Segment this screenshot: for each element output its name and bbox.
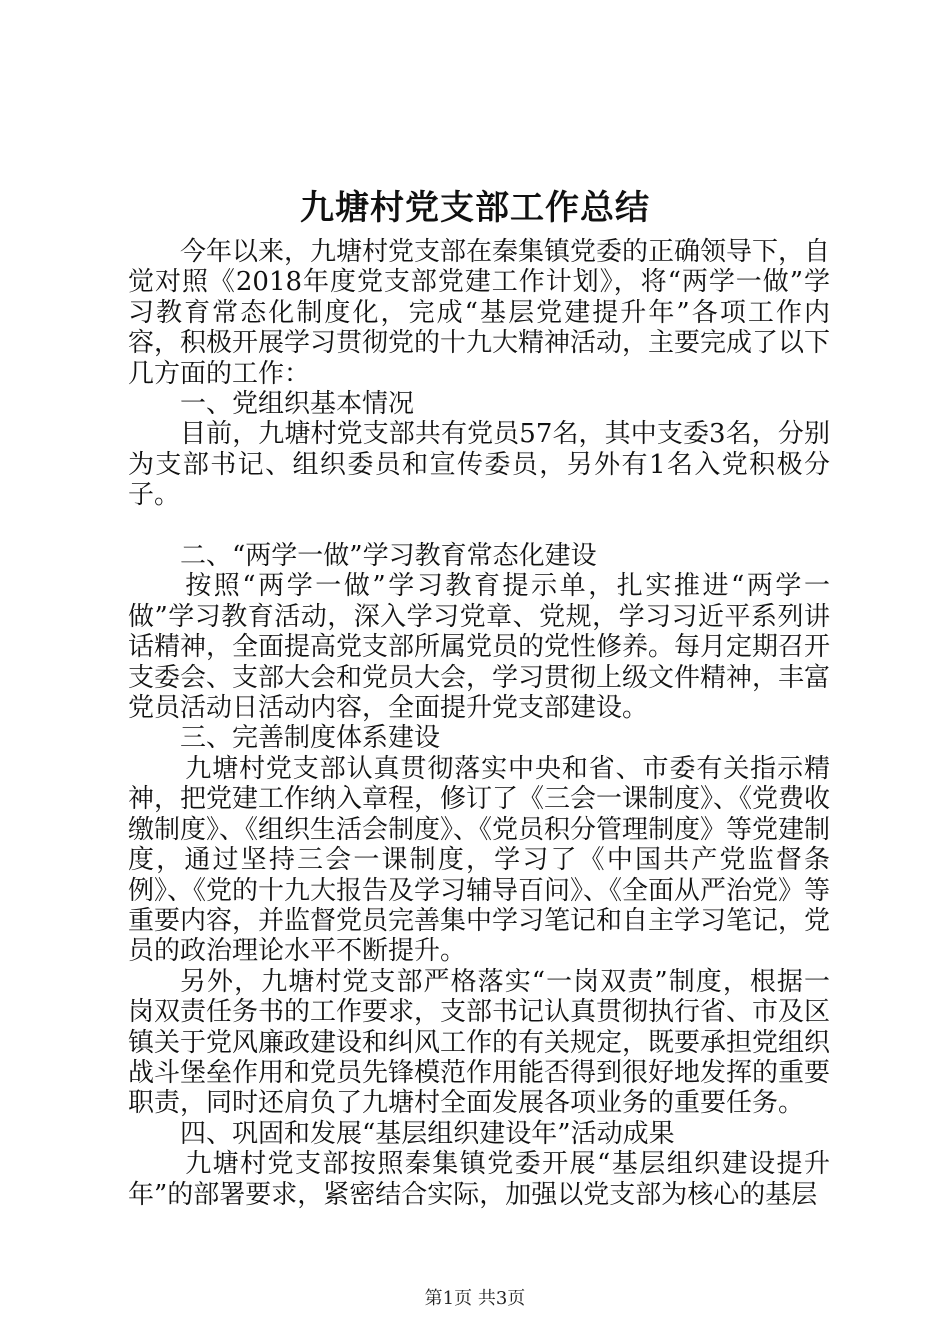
document-body	[128, 237, 830, 1210]
section-heading-3: 三、完善制度体系建设	[180, 723, 441, 754]
section-heading-1: 一、党组织基本情况	[180, 389, 415, 420]
section-2-paragraph: 按照“两学一做”学习教育提示单，扎实推进“两学一做”学习教育活动，深入学习党章、党规，学习习近平系列讲话精神，全面提高党支部所属党员的党性修养。每月定期召开支委会、支部大会和党员大会，学习贯彻上级文件精神，丰富党员活动日活动内容，全面提升党支部建设。	[128, 571, 831, 724]
section-heading-2: 二、“两学一做”学习教育常态化建设	[180, 541, 597, 572]
section-3-paragraph-2: 另外，九塘村党支部严格落实“一岗双责”制度，根据一岗双责任务书的工作要求，支部书记认真贯彻执行省、市及区镇关于党风廉政建设和纠风工作的有关规定，既要承担党组织战斗堡垒作用和党员先锋模范作用能否得到很好地发挥的重要职责，同时还肩负了九塘村全面发展各项业务的重要任务。	[128, 966, 831, 1119]
intro-paragraph: 今年以来，九塘村党支部在秦集镇党委的正确领导下，自觉对照《2018年度党支部党建工作计划》，将“两学一做”学习教育常态化制度化，完成“基层党建提升年”各项工作内容，积极开展学习贯彻党的十九大精神活动，主要完成了以下几方面的工作：	[128, 237, 831, 389]
section-3-paragraph-1: 九塘村党支部认真贯彻落实中央和省、市委有关指示精神，把党建工作纳入章程，修订了《三会一课制度》、《党费收缴制度》、《组织生活会制度》、《党员积分管理制度》等党建制度，通过坚持三会一课制度，学习了《中国共产党监督条例》、《党的十九大报告及学习辅导百问》、《全面从严治党》等重要内容，并监督党员完善集中学习笔记和自主学习笔记，党员的政治理论水平不断提升。	[128, 753, 831, 967]
document-title: 九塘村党支部工作总结	[300, 188, 650, 228]
section-4-paragraph: 九塘村党支部按照秦集镇党委开展“基层组织建设提升年”的部署要求，紧密结合实际，加强以党支部为核心的基层	[128, 1149, 830, 1210]
page-number-footer: 第1页 共3页	[424, 1288, 526, 1309]
section-1-paragraph: 目前，九塘村党支部共有党员57名，其中支委3名，分别为支部书记、组织委员和宣传委员，另外有1名入党积极分子。	[128, 419, 830, 511]
section-heading-4: 四、巩固和发展“基层组织建设年”活动成果	[180, 1118, 675, 1149]
